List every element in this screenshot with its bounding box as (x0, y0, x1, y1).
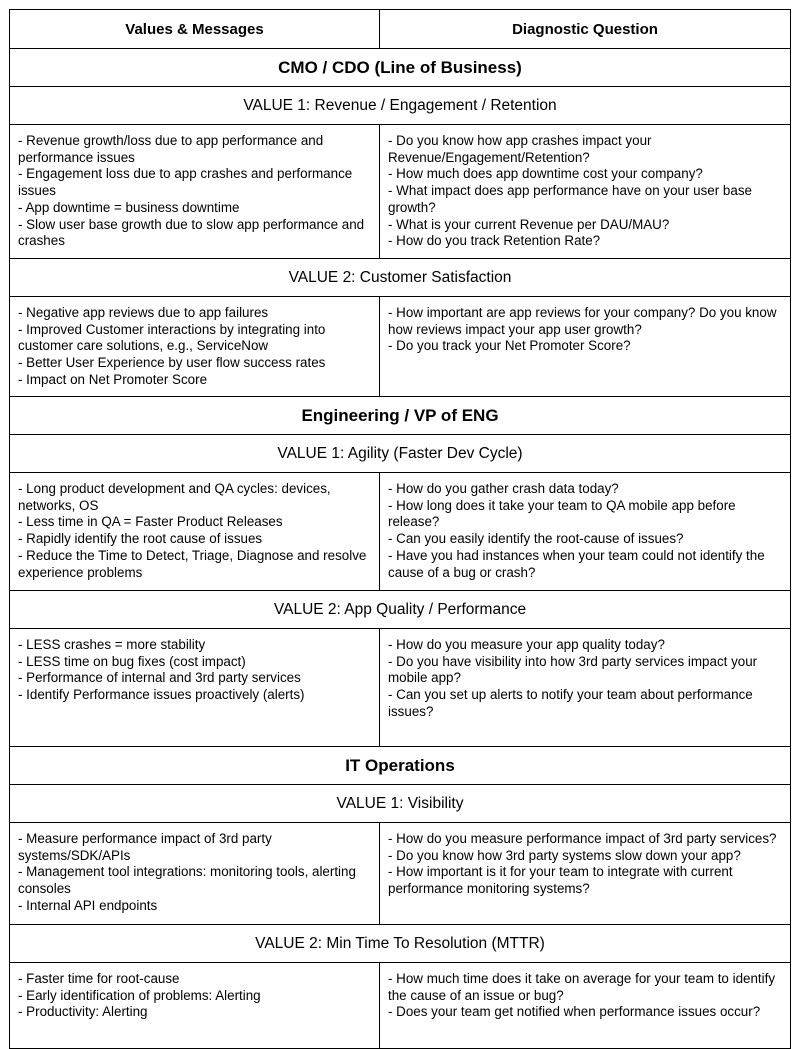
content-row (10, 296, 790, 396)
questions-cell (380, 823, 790, 924)
message-item: - Management tool integrations: monitoring tools, alerting consoles (18, 864, 356, 897)
messages-list (18, 831, 373, 915)
question-item: - How long does it take your team to QA mobile app before release? (388, 497, 736, 530)
message-item: - Negative app reviews due to app failures (18, 305, 269, 320)
content-row (10, 124, 790, 258)
table-header-row (10, 10, 790, 48)
section-title: CMO / CDO (Line of Business) (278, 57, 522, 77)
question-item: - How important are app reviews for your company? Do you know how reviews impact your app user growth? (388, 305, 777, 337)
value-title: VALUE 2: Min Time To Resolution (MTTR) (255, 934, 545, 952)
section-row (10, 746, 790, 784)
messages-list (18, 971, 373, 1021)
questions-cell (380, 629, 790, 746)
content-row (10, 628, 790, 746)
content-row (10, 962, 790, 1048)
message-item: - App downtime = business downtime (18, 199, 240, 215)
header-diagnostic-question: Diagnostic Question (512, 20, 658, 38)
messages-list (18, 133, 373, 250)
section-title: IT Operations (345, 755, 455, 775)
questions-cell (380, 297, 790, 396)
question-item: - What impact does app performance have on your user base growth? (388, 183, 752, 215)
questions-cell (380, 125, 790, 258)
message-item: - Less time in QA = Faster Product Releases (18, 514, 283, 530)
question-item: - How do you track Retention Rate? (388, 233, 601, 249)
messages-list (18, 481, 373, 581)
messages-cell (10, 297, 380, 396)
message-item: - Identify Performance issues proactively (alerts) (18, 687, 305, 703)
questions-list (388, 305, 784, 355)
questions-cell (380, 963, 790, 1048)
value-title: VALUE 2: Customer Satisfaction (288, 268, 512, 286)
message-item: - Measure performance impact of 3rd party systems/SDK/APIs (18, 831, 272, 863)
questions-list (388, 481, 784, 581)
question-item: - How do you gather crash data today? (388, 481, 619, 496)
messages-cell (10, 473, 380, 590)
question-item: - How do you measure your app quality today? (388, 637, 665, 652)
question-item: - Does your team get notified when performance issues occur? (388, 1004, 761, 1020)
message-item: - Engagement loss due to app crashes and performance issues (18, 166, 353, 199)
section-title: Engineering / VP of ENG (301, 405, 499, 425)
message-item: - Slow user base growth due to slow app performance and crashes (18, 216, 365, 249)
value-row (10, 258, 790, 296)
messages-cell (10, 629, 380, 746)
questions-list (388, 831, 784, 898)
question-item: - How much does app downtime cost your company? (388, 166, 703, 182)
value-title: VALUE 1: Agility (Faster Dev Cycle) (277, 444, 523, 462)
message-item: - Impact on Net Promoter Score (18, 371, 208, 387)
message-item: - LESS crashes = more stability (18, 637, 206, 652)
value-row (10, 784, 790, 822)
header-values-messages: Values & Messages (10, 10, 380, 48)
question-item: - Do you track your Net Promoter Score? (388, 338, 631, 354)
message-item: - Better User Experience by user flow success rates (18, 355, 326, 371)
question-item: - How much time does it take on average for your team to identify the cause of an issue or bug? (388, 971, 776, 1003)
message-item: - Rapidly identify the root cause of issues (18, 531, 263, 547)
questions-list (388, 637, 784, 721)
content-row (10, 472, 790, 590)
questions-list (388, 133, 784, 250)
question-item: - Have you had instances when your team could not identify the cause of a bug or crash? (388, 547, 765, 580)
question-item: - Can you set up alerts to notify your team about performance issues? (388, 687, 753, 719)
message-item: - Productivity: Alerting (18, 1004, 148, 1020)
value-title: VALUE 1: Revenue / Engagement / Retention (243, 96, 557, 114)
value-row (10, 434, 790, 472)
messages-list (18, 305, 373, 389)
value-title: VALUE 2: App Quality / Performance (273, 600, 527, 618)
value-title: VALUE 1: Visibility (336, 794, 464, 812)
value-row (10, 924, 790, 962)
messages-list (18, 637, 373, 704)
message-item: - Improved Customer interactions by integrating into customer care solutions, e.g., ServiceNow (18, 321, 326, 354)
question-item: - How important is it for your team to integrate with current performance monitoring systems? (388, 864, 733, 897)
question-item: - How do you measure performance impact of 3rd party services? (388, 831, 777, 846)
message-item: - Performance of internal and 3rd party services (18, 670, 301, 686)
message-item: - Reduce the Time to Detect, Triage, Diagnose and resolve experience problems (18, 547, 367, 580)
messages-cell (10, 963, 380, 1048)
question-item: - Can you easily identify the root-cause of issues? (388, 531, 684, 547)
question-item: - Do you know how 3rd party systems slow down your app? (388, 847, 741, 863)
value-row (10, 590, 790, 628)
section-row (10, 48, 790, 86)
values-diagnostic-table (9, 9, 791, 1049)
message-item: - Revenue growth/loss due to app performance and performance issues (18, 133, 324, 165)
message-item: - Faster time for root-cause (18, 971, 180, 986)
questions-cell (380, 473, 790, 590)
question-item: - Do you have visibility into how 3rd party services impact your mobile app? (388, 653, 758, 686)
message-item: - LESS time on bug fixes (cost impact) (18, 653, 246, 669)
section-row (10, 396, 790, 434)
questions-list (388, 971, 784, 1021)
value-row (10, 86, 790, 124)
messages-cell (10, 823, 380, 924)
messages-cell (10, 125, 380, 258)
content-row (10, 822, 790, 924)
question-item: - Do you know how app crashes impact your Revenue/Engagement/Retention? (388, 133, 652, 165)
message-item: - Early identification of problems: Alerting (18, 987, 261, 1003)
message-item: - Long product development and QA cycles: devices, networks, OS (18, 481, 331, 513)
question-item: - What is your current Revenue per DAU/MAU? (388, 216, 670, 232)
message-item: - Internal API endpoints (18, 897, 158, 913)
